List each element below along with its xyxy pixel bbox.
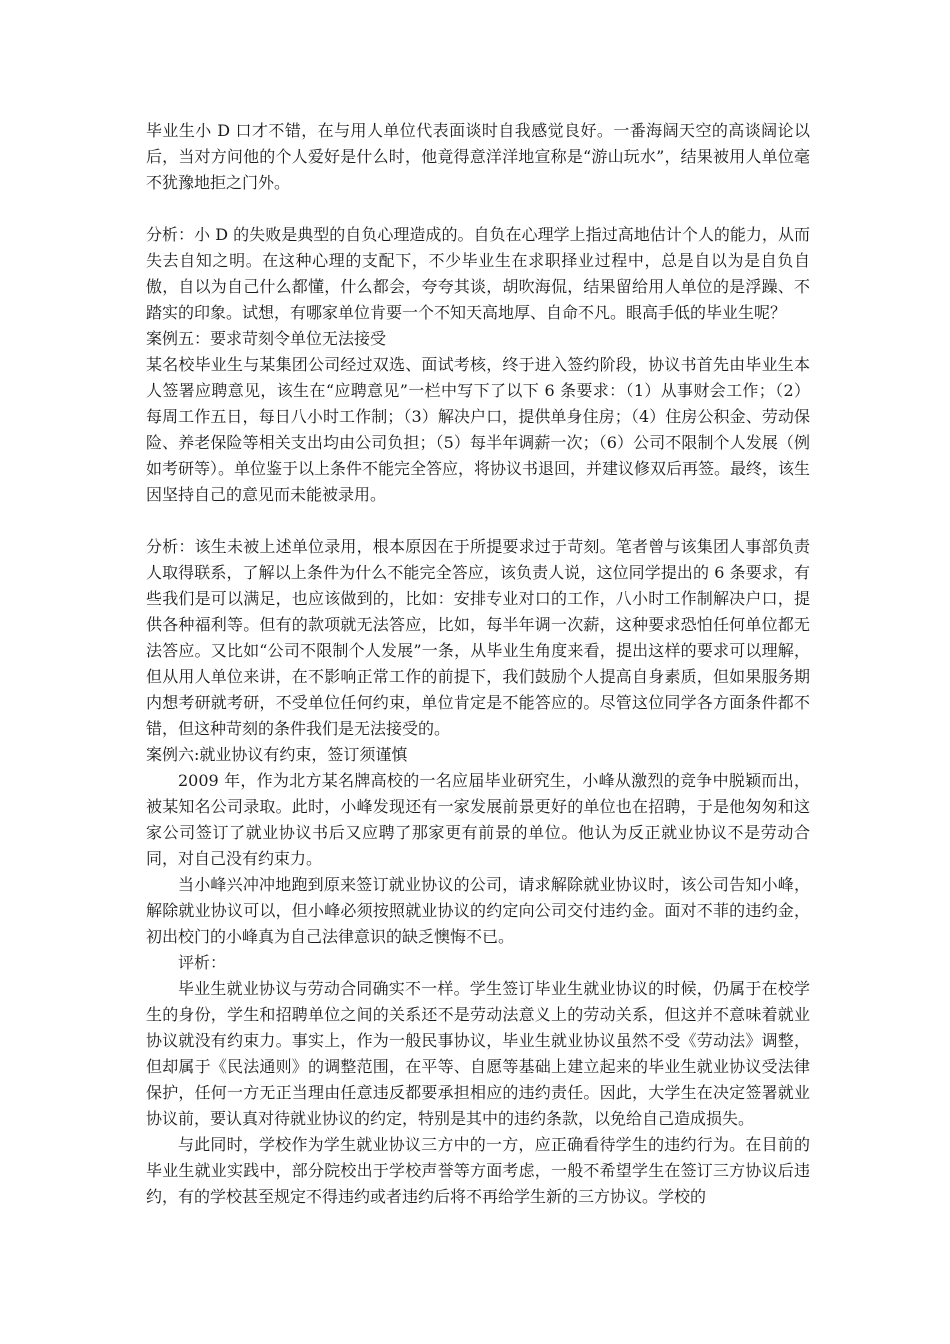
- heading-case-six: 案例六:就业协议有约束，签订须谨慎: [146, 745, 408, 764]
- paragraph-case-six-2: 当小峰兴冲冲地跑到原来签订就业协议的公司，请求解除就业协议时，该公司告知小峰，解除就业协议可以，但小峰必须按照就业协议的约定向公司交付违约金。面对不菲的违约金，初出校门的小峰真为自己法律意识的缺乏懊悔不已。: [146, 875, 810, 946]
- paragraph-case-six-1: 2009 年，作为北方某名牌高校的一名应届毕业研究生，小峰从激烈的竞争中脱颖而出，被某知名公司录取。此时，小峰发现还有一家发展前景更好的单位也在招聘，于是他匆匆和这家公司签订了就业协议书后又应聘了那家更有前景的单位。他认为反正就业协议不是劳动合同，对自己没有约束力。: [146, 771, 810, 868]
- paragraph-analysis-d: 分析：小 D 的失败是典型的自负心理造成的。自负在心理学上指过高地估计个人的能力，从而失去自知之明。在这种心理的支配下，不少毕业生在求职择业过程中，总是自以为是自负自傲，自以为自己什么都懂，什么都会，夸夸其谈，胡吹海侃，结果留给用人单位的是浮躁、不踏实的印象。试想，有哪家单位肯要一个不知天高地厚、自命不凡。眼高手低的毕业生呢？: [146, 225, 810, 322]
- paragraph-analysis-five: 分析：该生未被上述单位录用，根本原因在于所提要求过于苛刻。笔者曾与该集团人事部负责人取得联系，了解以上条件为什么不能完全答应，该负责人说，这位同学提出的 6 条要求，有些我们是可以满足，也应该做到的，比如：安排专业对口的工作，八小时工作制解决户口，提供各种福利等。但有的款项就无法答应，比如，每半年调一次薪，这种要求恐怕任何单位都无法答应。又比如“公司不限制个人发展”一条，从毕业生角度来看，提出这样的要求可以理解，但从用人单位来讲，在不影响正常工作的前提下，我们鼓励个人提高自身素质，但如果服务期内想考研就考研，不受单位任何约束，单位肯定是不能答应的。尽管这位同学各方面条件都不错，但这种苛刻的条件我们是无法接受的。: [146, 537, 810, 738]
- paragraph-commentary-1: 毕业生就业协议与劳动合同确实不一样。学生签订毕业生就业协议的时候，仍属于在校学生的身份，学生和招聘单位之间的关系还不是劳动法意义上的劳动关系，但这并不意味着就业协议就没有约束力。事实上，作为一般民事协议，毕业生就业协议虽然不受《劳动法》调整，但却属于《民法通则》的调整范围，在平等、自愿等基础上建立起来的毕业生就业协议受法律保护，任何一方无正当理由任意违反都要承担相应的违约责任。因此，大学生在决定签署就业协议前，要认真对待就业协议的约定，特别是其中的违约条款，以免给自己造成损失。: [146, 979, 810, 1128]
- paragraph-case-d: 毕业生小 D 口才不错，在与用人单位代表面谈时自我感觉良好。一番海阔天空的高谈阔论以后，当对方问他的个人爱好是什么时，他竟得意洋洋地宣称是“游山玩水”，结果被用人单位毫不犹豫地拒之门外。: [146, 121, 810, 192]
- paragraph-commentary-2: 与此同时，学校作为学生就业协议三方中的一方，应正确看待学生的违约行为。在目前的毕业生就业实践中，部分院校出于学校声誉等方面考虑，一般不希望学生在签订三方协议后违约，有的学校甚至规定不得违约或者违约后将不再给学生新的三方协议。学校的: [146, 1135, 810, 1206]
- paragraph-spacer: [146, 508, 810, 534]
- heading-case-five: 案例五：要求苛刻令单位无法接受: [146, 329, 387, 348]
- document-page: [146, 118, 810, 1210]
- paragraph-spacer: [146, 196, 810, 222]
- paragraph-case-five: 某名校毕业生与某集团公司经过双选、面试考核，终于进入签约阶段，协议书首先由毕业生本人签署应聘意见，该生在“应聘意见”一栏中写下了以下 6 条要求：（1）从事财会工作；（2）每周工作五日，每日八小时工作制；（3）解决户口，提供单身住房；（4）住房公积金、劳动保险、养老保险等相关支出均由公司负担；（5）每半年调薪一次；（6）公司不限制个人发展（例如考研等）。单位鉴于以上条件不能完全答应，将协议书退回，并建议修双后再签。最终，该生因坚持自己的意见而未能被录用。: [146, 355, 811, 504]
- heading-commentary: 评析：: [178, 953, 227, 972]
